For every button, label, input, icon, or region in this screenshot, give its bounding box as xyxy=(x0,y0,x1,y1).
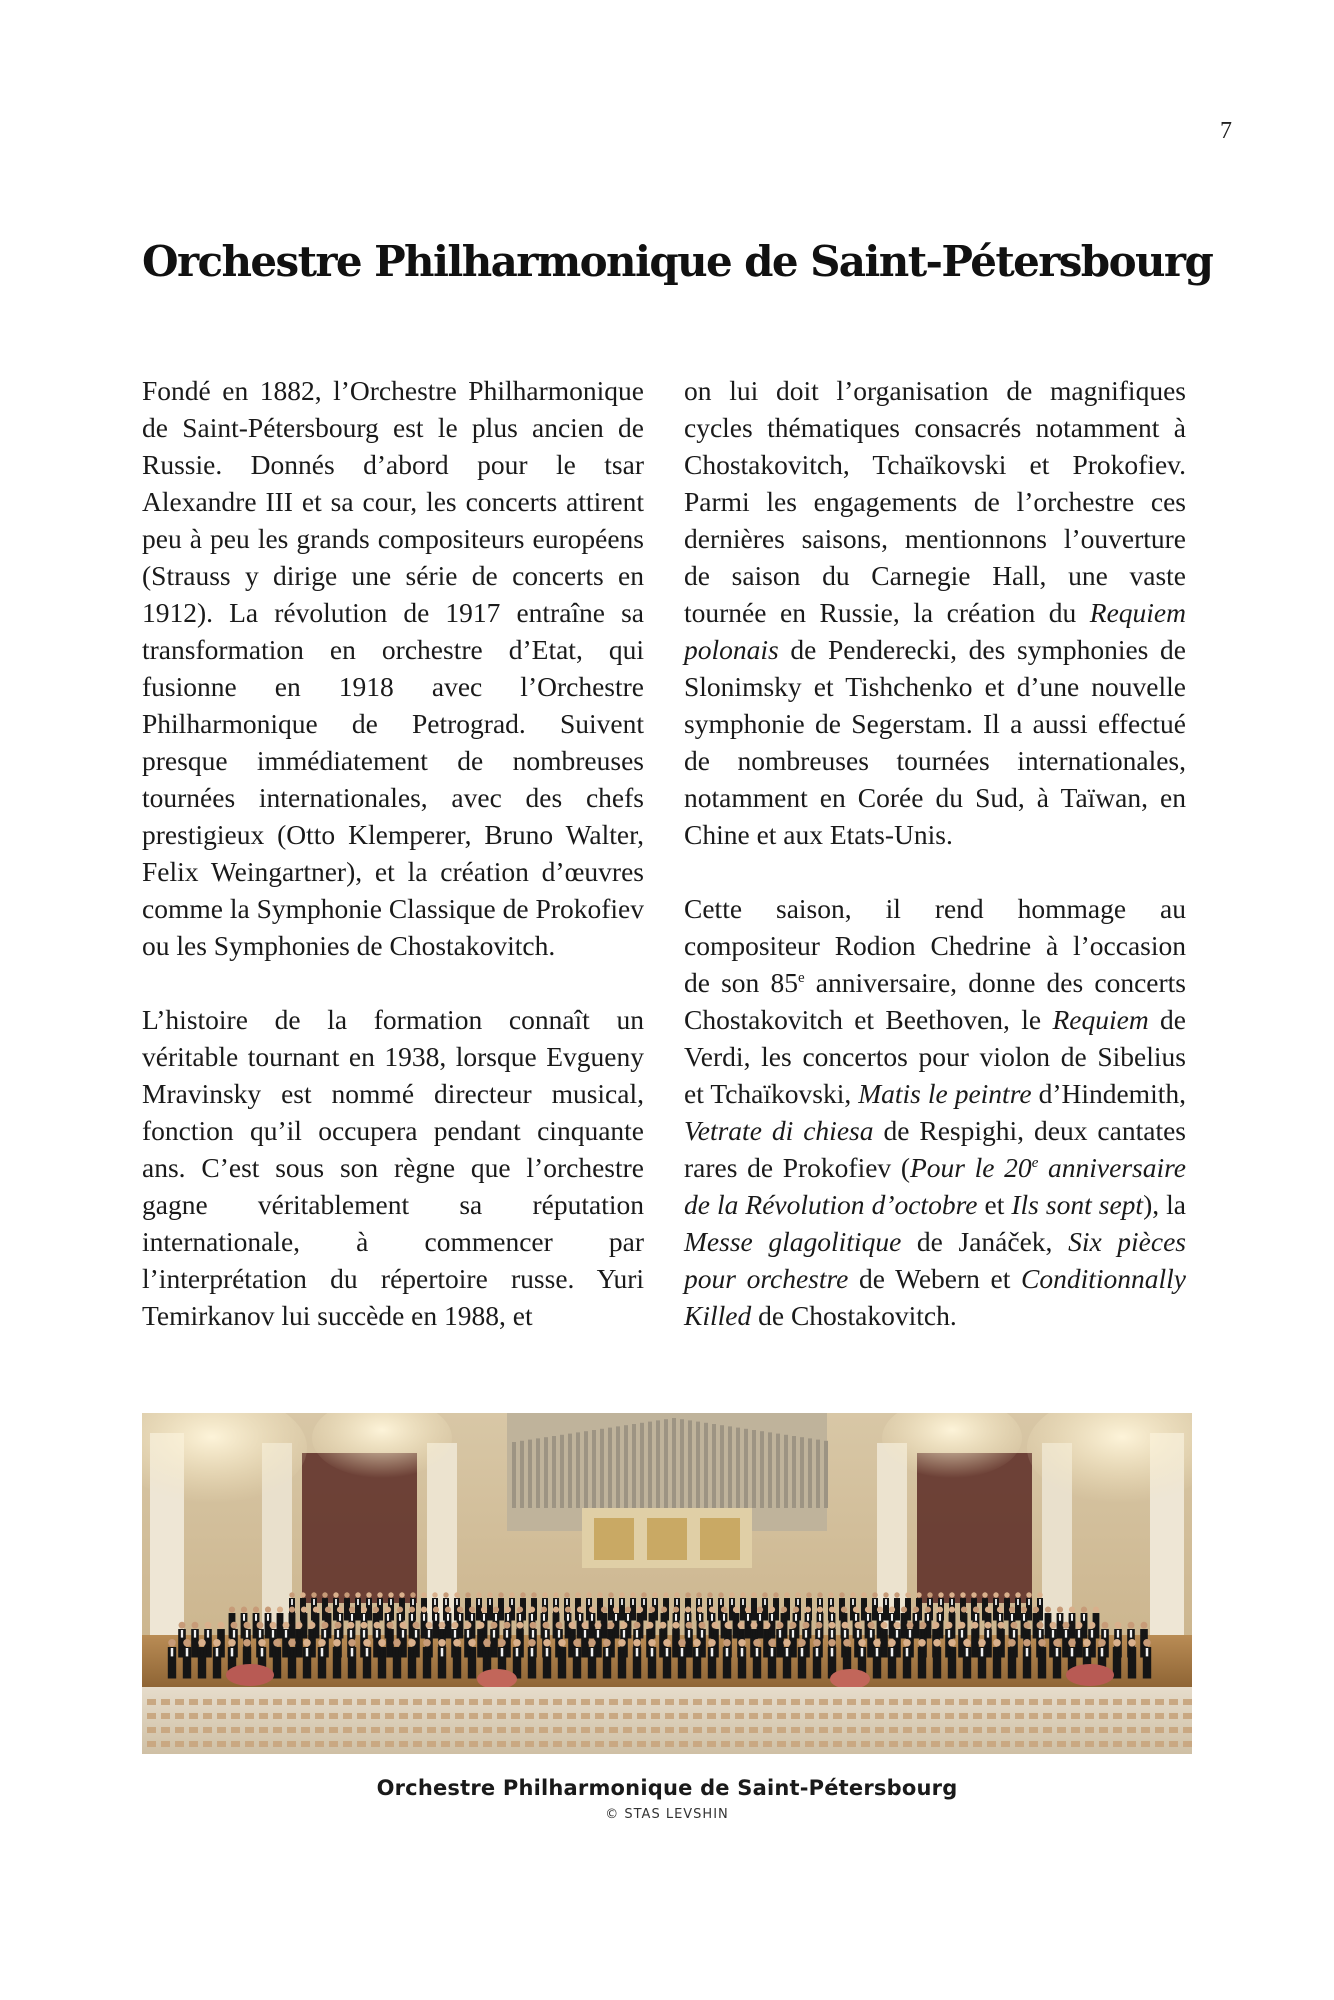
paragraph-temirkanov xyxy=(684,372,1186,853)
work-title-pour-le-20e: Pour le 20 xyxy=(910,1152,1032,1183)
superscript: e xyxy=(797,969,805,986)
text-run: Cette saison, il rend hommage au compositeur Rodion Chedrine à l’occasion de son 85 xyxy=(684,893,1186,998)
paragraph-season xyxy=(684,890,1186,1334)
work-title-matis: Matis le peintre xyxy=(858,1078,1032,1109)
text-column-left xyxy=(142,372,644,1334)
photo-caption: Orchestre Philharmonique de Saint-Pétersbourg xyxy=(376,1776,958,1800)
work-title-conditionnally-killed: Conditionnally Killed xyxy=(684,1263,1186,1331)
text-run: et xyxy=(977,1189,1012,1220)
work-title-revolution: anniversaire de la Révolution d’octobre xyxy=(684,1152,1187,1220)
paragraph-mravinsky: L’histoire de la formation connaît un véritable tournant en 1938, lorsque Evgueny Mravinsky est nommé directeur musical, fonction qu’il occupera pendant cinquante ans. C’est sous son règne que l’orchestre gagne véritablement sa réputation internationale, à commencer par l’interprétation du répertoire russe. Yuri Temirkanov lui succède en 1988, et xyxy=(142,1004,644,1331)
work-title-messe: Messe glagolitique xyxy=(684,1226,902,1257)
text-run: de Chostakovitch. xyxy=(751,1300,957,1331)
page-number: 7 xyxy=(1220,118,1232,144)
work-title-requiem-polonais: Requiem polonais xyxy=(684,597,1186,665)
text-run: de Janáček, xyxy=(901,1226,1069,1257)
superscript: e xyxy=(1031,1154,1039,1171)
paragraph-founding: Fondé en 1882, l’Orchestre Philharmonique de Saint-Pétersbourg est le plus ancien de Russie. Donnés d’abord pour le tsar Alexandre III et sa cour, les concerts attirent peu à peu les grands compositeurs européens (Strauss y dirige une série de concerts en 1912). La révolution de 1917 entraîne sa transformation en orchestre d’Etat, qui fusionne en 1918 avec l’Orchestre Philharmonique de Petrograd. Suivent presque immédiatement de nombreuses tournées internationales, avec des chefs prestigieux (Otto Klemperer, Bruno Walter, Felix Weingartner), et la création d’œuvres comme la Symphonie Classique de Prokofiev ou les Symphonies de Chostakovitch. xyxy=(142,375,644,961)
photo-credit: © STAS LEVSHIN xyxy=(605,1807,729,1822)
work-title-vetrate: Vetrate di chiesa xyxy=(684,1115,874,1146)
orchestra-photo xyxy=(142,1413,1192,1754)
text-run: de Penderecki, des symphonies de Slonimsky et Tishchenko et d’une nouvelle symphonie de Segerstam. Il a aussi effectué de nombreuses tournées internationales, notamment en Corée du Sud, à Taïwan, en Chine et aux Etats-Unis. xyxy=(684,634,1186,850)
text-run: de Respighi, deux cantates rares de Prokofiev ( xyxy=(684,1115,1186,1183)
work-title-ils-sont-sept: Ils sont sept xyxy=(1011,1189,1144,1220)
work-title-requiem: Requiem xyxy=(1052,1004,1149,1035)
text-run: de Webern et xyxy=(848,1263,1021,1294)
text-run: on lui doit l’organisation de magnifiques cycles thématiques consacrés notamment à Chostakovitch, Tchaïkovski et Prokofiev. Parmi les engagements de l’orchestre ces dernières saisons, mentionnons l’ouverture de saison du Carnegie Hall, une vaste tournée en Russie, la création du xyxy=(684,375,1186,628)
page-title: Orchestre Philharmonique de Saint-Pétersbourg xyxy=(142,237,1213,286)
text-column-right xyxy=(684,372,1186,1334)
text-run: anniversaire, donne des concerts Chostakovitch et Beethoven, le xyxy=(684,967,1186,1035)
text-run: d’Hindemith, xyxy=(1031,1078,1186,1109)
text-run: ), la xyxy=(1143,1189,1186,1220)
text-run: de Verdi, les concertos pour violon de Sibelius et Tchaïkovski, xyxy=(684,1004,1186,1109)
work-title-six-pieces: Six pièces pour orchestre xyxy=(684,1226,1187,1294)
